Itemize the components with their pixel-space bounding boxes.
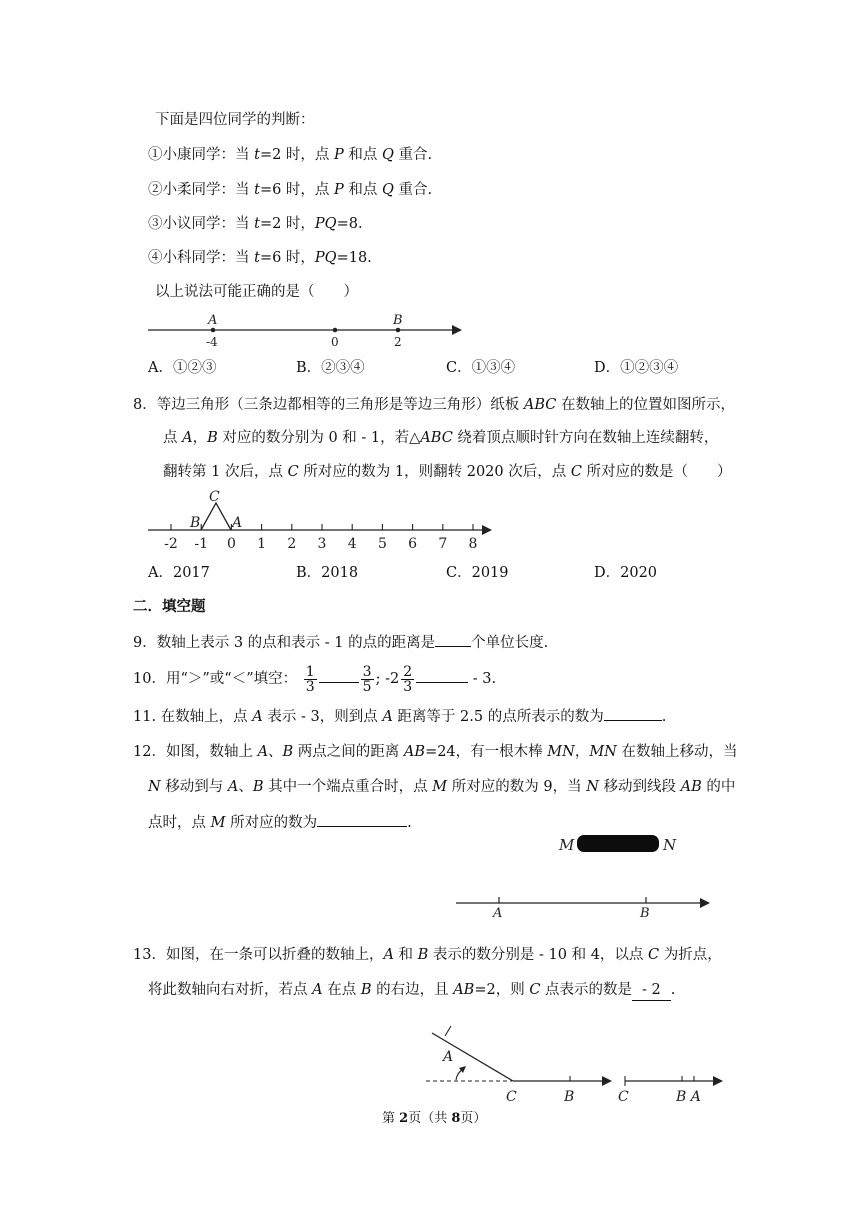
q13-line-1: 13．如图，在一条可以折叠的数轴上，A 和 B 表示的数分别是 - 10 和 4，以点 C 为折点， — [133, 947, 722, 963]
q7-tick-a: -4 — [206, 335, 218, 349]
q12-line-3: 点时，点 M 所对应的数为 . — [148, 812, 412, 833]
q11: 11. 在数轴上，点 A 表示 - 3，则到点 A 距离等于 2.5 的点所表示的数为 . — [133, 706, 666, 727]
q8-option-c: C．2019 — [446, 565, 509, 581]
q13-answer: - 2 — [632, 980, 671, 1001]
q10-fraction-2: $\frac{3}{5}$ — [362, 663, 372, 695]
q8-vertex-a: A — [232, 515, 243, 531]
q8-tick-label: 0 — [226, 536, 236, 552]
q12-stick-n-label: N — [663, 836, 677, 854]
q7-question: 以上说法可能正确的是（ ） — [155, 284, 358, 300]
q13-result-ba-label: B A — [676, 1089, 701, 1105]
q7-intro: 下面是四位同学的判断： — [155, 112, 315, 128]
q8-tick-label: 4 — [347, 536, 357, 552]
q8-tick-label: 6 — [408, 536, 418, 552]
q10-fraction-1: $\frac{1}{3}$ — [305, 663, 315, 695]
q7-option-c: C．①③④ — [446, 360, 516, 376]
q7-option-b: B．②③④ — [296, 360, 365, 376]
q12-line-2: N 移动到与 A、B 其中一个端点重合时，点 M 所对应的数为 9，当 N 移动到线段 AB 的中 — [148, 779, 736, 795]
q8-tick-label: 2 — [287, 536, 297, 552]
q13-result-c-label: C — [618, 1089, 629, 1105]
q8-vertex-c: C — [209, 489, 220, 505]
q7-option-d: D．①②③④ — [594, 360, 679, 376]
q7-statement-1: ①小康同学：当 t=2 时，点 P 和点 Q 重合. — [148, 147, 433, 163]
q7-point-a-label: A — [208, 313, 218, 328]
q7-statement-3: ③小议同学：当 t=2 时，PQ=8. — [148, 216, 363, 232]
q7-point-b-label: B — [393, 313, 403, 328]
q8-tick-label: 3 — [317, 536, 327, 552]
q8-line-2: 点 A，B 对应的数分别为 0 和 - 1，若△ABC 绕着顶点顺时针方向在数轴上连续翻转， — [163, 430, 719, 446]
q8-tick-label: 8 — [468, 536, 478, 552]
q8-option-b: B．2018 — [296, 565, 359, 581]
q7-option-a: A．①②③ — [148, 360, 217, 376]
section-heading: 二．填空题 — [133, 598, 206, 615]
q10-fraction-3: $\frac{2}{3}$ — [403, 663, 413, 695]
q8-option-d: D．2020 — [594, 565, 658, 581]
q8-option-a: A．2017 — [148, 565, 210, 581]
q13-fold-c-label: C — [506, 1089, 517, 1105]
q7-tick-b: 2 — [394, 335, 402, 349]
q7-tick-0: 0 — [331, 335, 339, 349]
q12-line-1: 12．如图，数轴上 A、B 两点之间的距离 AB=24，有一根木棒 MN，MN 在数轴上移动，当 — [133, 744, 738, 760]
q7-statement-4: ④小科同学：当 t=6 时，PQ=18. — [148, 250, 372, 266]
q8-line-1: 8．等边三角形（三条边都相等的三角形是等边三角形）纸板 ABC 在数轴上的位置如图所示， — [133, 397, 735, 413]
q7-statement-2: ②小柔同学：当 t=6 时，点 P 和点 Q 重合. — [148, 182, 433, 198]
q10: 10．用“＞”或“＜”填空： $\frac{1}{3}$ $\frac{3}{5}$ ; -2 $\frac{2}{3}$ - 3. — [133, 663, 497, 695]
q8-tick-label: 7 — [438, 536, 448, 552]
q12-point-b-label: B — [640, 906, 650, 921]
q8-tick-label: -1 — [194, 536, 209, 552]
q8-tick-label: -2 — [164, 536, 178, 552]
q9: 9．数轴上表示 3 的点和表示 - 1 的点的距离是 个单位长度. — [133, 632, 548, 653]
q12-point-a-label: A — [493, 906, 503, 921]
q8-tick-label: 1 — [257, 536, 267, 552]
q8-line-3: 翻转第 1 次后，点 C 所对应的数为 1，则翻转 2020 次后，点 C 所对应的数是（ ） — [163, 464, 732, 480]
page-footer: 第 2页（共 8页） — [382, 1111, 487, 1126]
q8-tick-label: 5 — [377, 536, 387, 552]
q12-stick-m-label: M — [559, 836, 575, 854]
q13-fold-b-label: B — [564, 1089, 575, 1105]
q13-fold-a-label: A — [443, 1049, 454, 1065]
q13-line-2: 将此数轴向右对折，若点 A 在点 B 的右边，且 AB=2，则 C 点表示的数是 - 2 . — [148, 980, 675, 1001]
q8-vertex-b: B — [190, 515, 201, 531]
